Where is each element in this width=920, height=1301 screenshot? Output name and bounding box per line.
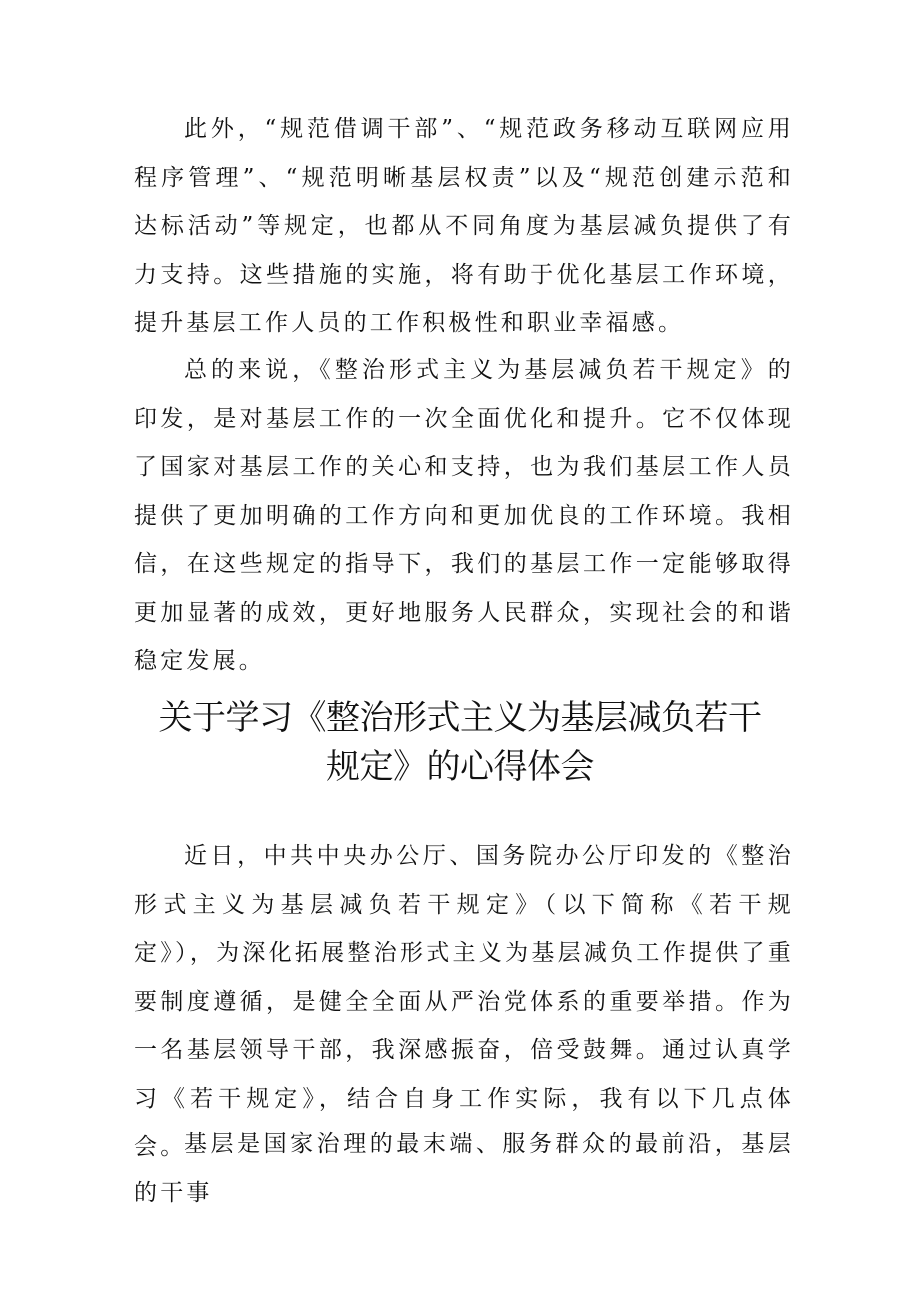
essay-title-line-2: 规定》的心得体会 [326,747,594,787]
paragraph-conclusion: 总的来说，《整治形式主义为基层减负若干规定》的印发，是对基层工作的一次全面优化和提升。它不仅体现了国家对基层工作的关心和支持，也为我们基层工作人员提供了更加明确的工作方向和更加优良的工作环境。我相信，在这些规定的指导下，我们的基层工作一定能够取得更加显著的成效，更好地服务人民群众，实现社会的和谐稳定发展。 [134,357,794,674]
paragraph-intro: 近日，中共中央办公厅、国务院办公厅印发的《整治形式主义为基层减负若干规定》（以下简称《若干规定》），为深化拓展整治形式主义为基层减负工作提供了重要制度遵循，是健全全面从严治党体系的重要举措。作为一名基层领导干部，我深感振奋，倍受鼓舞。通过认真学习《若干规定》，结合自身工作实际，我有以下几点体会。 [134,843,794,1160]
paragraph-grassroots: 基层是国家治理的最末端、服务群众的最前沿，基层的干事 [134,1131,794,1206]
paragraph-other-regulations: 此外，“规范借调干部”、“规范政务移动互联网应用程序管理”、“规范明晰基层权责”以及“规范创建示范和达标活动”等规定，也都从不同角度为基层减负提供了有力支持。这些措施的实施，将有助于优化基层工作环境，提升基层工作人员的工作积极性和职业幸福感。 [134,116,794,336]
essay-title-line-1: 关于学习《整治形式主义为基层减负若干 [158,698,762,738]
